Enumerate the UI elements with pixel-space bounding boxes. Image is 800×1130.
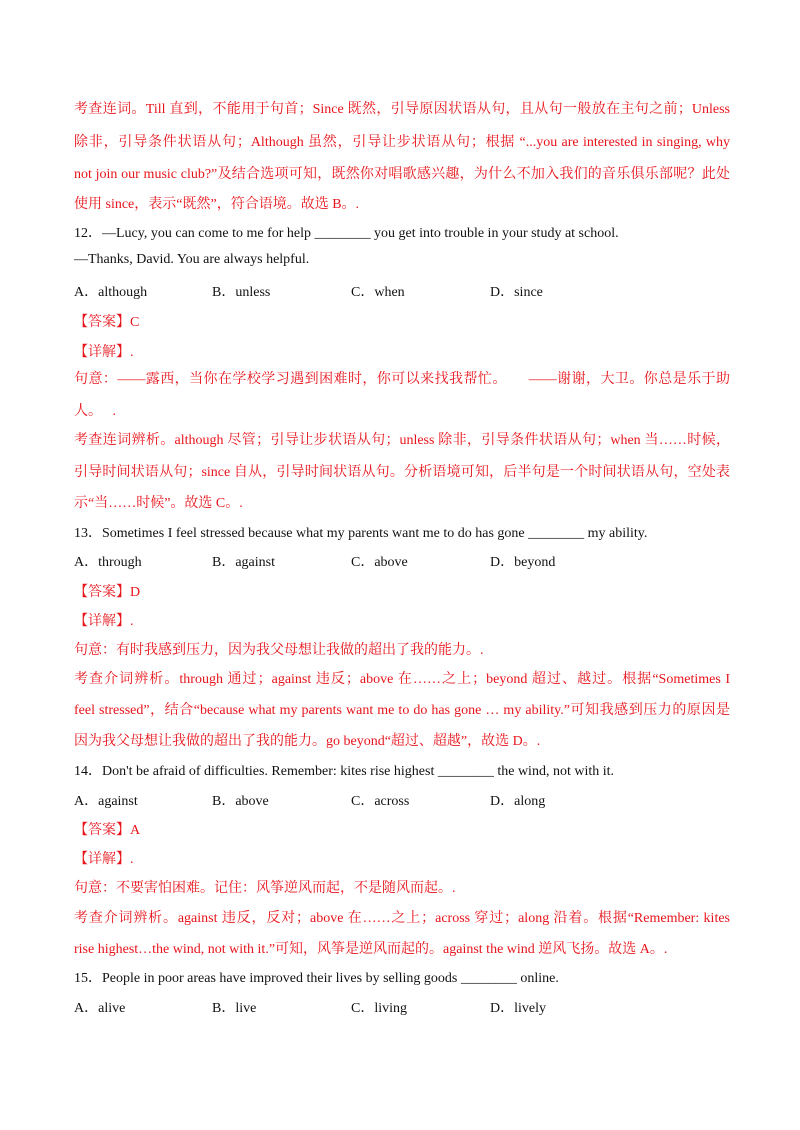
question-12-detail-heading: 【详解】. [74, 345, 134, 360]
explanation-line: not join our music club?”及结合选项可知，既然你对唱歌感兴趣，为什么不加入我们的音乐俱乐部呢？此处 [74, 167, 730, 182]
question-12-answer: 【答案】C [74, 315, 140, 330]
option-a: A．against [74, 794, 138, 809]
option-b: B．unless [212, 285, 271, 300]
question-14-stem: 14．Don't be afraid of difficulties. Remember: kites rise highest ________ the wind, not with it. [74, 764, 615, 779]
question-13-stem: 13．Sometimes I feel stressed because what my parents want me to do has gone ________ my ability. [74, 526, 648, 541]
question-15-stem: 15．People in poor areas have improved their lives by selling goods ________ online. [74, 971, 559, 986]
question-12-meaning: 人。 . [74, 404, 116, 419]
option-d: D．along [490, 794, 546, 809]
option-c: C．across [351, 794, 410, 809]
question-14-analysis: 考查介词辨析。against 违反，反对；above 在……之上；across 穿过；along 沿着。根据“Remember: kites [74, 911, 730, 926]
question-13-analysis: 因为我父母想让我做的超出了我的能力。go beyond“超过、超越”，故选 D。. [74, 734, 541, 749]
question-13-meaning: 句意：有时我感到压力，因为我父母想让我做的超出了我的能力。. [74, 643, 484, 658]
option-d: D．lively [490, 1001, 546, 1016]
question-13-detail-heading: 【详解】. [74, 614, 134, 629]
question-13-answer: 【答案】D [74, 585, 141, 600]
explanation-line: 除非，引导条件状语从句；Although 虽然，引导让步状语从句；根据 “...you are interested in singing, why [74, 135, 730, 150]
option-c: C．above [351, 555, 408, 570]
option-b: B．above [212, 794, 269, 809]
option-b: B．against [212, 555, 275, 570]
option-a: A．through [74, 555, 142, 570]
option-d: D．beyond [490, 555, 556, 570]
question-14-analysis: rise highest…the wind, not with it.”可知，风筝是逆风而起的。against the wind 逆风飞扬。故选 A。. [74, 942, 668, 957]
question-14-answer: 【答案】A [74, 823, 141, 838]
explanation-line: 考查连词。Till 直到，不能用于句首；Since 既然，引导原因状语从句，且从句一般放在主句之前；Unless [74, 102, 730, 117]
question-14-meaning: 句意：不要害怕困难。记住：风筝逆风而起，不是随风而起。. [74, 881, 456, 896]
question-13-analysis: 考查介词辨析。through 通过；against 违反；above 在……之上；beyond 超过、越过。根据“Sometimes I [74, 672, 730, 687]
question-12-analysis: 引导时间状语从句；since 自从，引导时间状语从句。分析语境可知，后半句是一个时间状语从句，空处表 [74, 465, 730, 480]
question-12-analysis: 考查连词辨析。although 尽管；引导让步状语从句；unless 除非，引导条件状语从句；when 当……时候， [74, 433, 730, 448]
option-d: D．since [490, 285, 543, 300]
question-12-stem: 12．—Lucy, you can come to me for help ________ you get into trouble in your study at school. [74, 226, 619, 241]
question-12-analysis: 示“当……时候”。故选 C。. [74, 496, 243, 511]
explanation-line: 使用 since，表示“既然”，符合语境。故选 B。. [74, 197, 360, 212]
option-c: C．living [351, 1001, 408, 1016]
option-b: B．live [212, 1001, 257, 1016]
question-14-detail-heading: 【详解】. [74, 852, 134, 867]
question-13-analysis: feel stressed”，结合“because what my parents want me to do has gone … my ability.”可知我感到压力的原因是 [74, 703, 730, 718]
question-12-meaning: 句意：——露西，当你在学校学习遇到困难时，你可以来找我帮忙。 ——谢谢，大卫。你总是乐于助 [74, 372, 730, 387]
option-c: C．when [351, 285, 405, 300]
option-a: A．although [74, 285, 148, 300]
option-a: A．alive [74, 1001, 126, 1016]
question-12-reply: —Thanks, David. You are always helpful. [74, 252, 310, 267]
